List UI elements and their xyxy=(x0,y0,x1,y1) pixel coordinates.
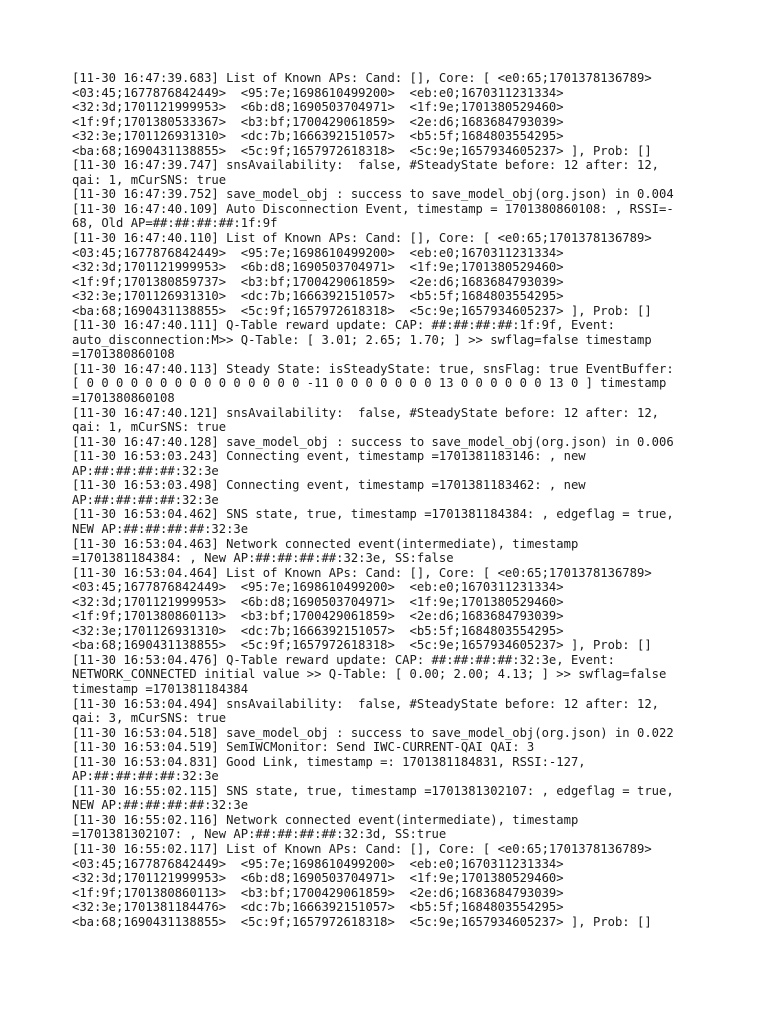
log-line: [11-30 16:47:40.109] Auto Disconnection Event, timestamp = 1701380860108: , RSSI=- xyxy=(72,201,674,216)
log-line: <ba:68;1690431138855> <5c:9f;1657972618318> <5c:9e;1657934605237> ], Prob: [] xyxy=(72,638,652,653)
log-text-block xyxy=(72,71,692,929)
log-line: 68, Old AP=##:##:##:##:1f:9f xyxy=(72,216,278,231)
log-line: =1701381184384: , New AP:##:##:##:##:32:3e, SS:false xyxy=(72,551,454,566)
log-line: [11-30 16:47:39.747] snsAvailability: false, #SteadyState before: 12 after: 12, xyxy=(72,158,659,173)
log-line: [ 0 0 0 0 0 0 0 0 0 0 0 0 0 0 0 -11 0 0 0 0 0 0 0 13 0 0 0 0 0 0 13 0 ] timestamp xyxy=(72,376,667,391)
log-line: [11-30 16:53:04.494] snsAvailability: false, #SteadyState before: 12 after: 12, xyxy=(72,696,659,711)
log-line: <1f:9f;1701380859737> <b3:bf;1700429061859> <2e:d6;1683684793039> xyxy=(72,274,564,289)
log-line: [11-30 16:53:04.831] Good Link, timestamp =: 1701381184831, RSSI:-127, xyxy=(72,754,586,769)
log-line: [11-30 16:55:02.116] Network connected event(intermediate), timestamp xyxy=(72,812,579,827)
log-line: <1f:9f;1701380860113> <b3:bf;1700429061859> <2e:d6;1683684793039> xyxy=(72,885,564,900)
log-line: [11-30 16:53:04.464] List of Known APs: Cand: [], Core: [ <e0:65;1701378136789> xyxy=(72,565,652,580)
log-line: [11-30 16:53:03.498] Connecting event, timestamp =1701381183462: , new xyxy=(72,478,586,493)
log-line: <1f:9f;1701380533367> <b3:bf;1700429061859> <2e:d6;1683684793039> xyxy=(72,114,564,129)
log-line: [11-30 16:53:04.462] SNS state, true, timestamp =1701381184384: , edgeflag = true, xyxy=(72,507,674,522)
log-line: <03:45;1677876842449> <95:7e;1698610499200> <eb:e0;1670311231334> xyxy=(72,856,564,871)
log-line: [11-30 16:53:04.476] Q-Table reward update: CAP: ##:##:##:##:32:3e, Event: xyxy=(72,652,615,667)
log-line: timestamp =1701381184384 xyxy=(72,681,249,696)
log-line: auto_disconnection:M>> Q-Table: [ 3.01; 2.65; 1.70; ] >> swflag=false timestamp xyxy=(72,332,652,347)
log-line: <32:3d;1701121999953> <6b:d8;1690503704971> <1f:9e;1701380529460> xyxy=(72,260,564,275)
log-line: <03:45;1677876842449> <95:7e;1698610499200> <eb:e0;1670311231334> xyxy=(72,245,564,260)
log-line: <32:3d;1701121999953> <6b:d8;1690503704971> <1f:9e;1701380529460> xyxy=(72,871,564,886)
log-line: <32:3d;1701121999953> <6b:d8;1690503704971> <1f:9e;1701380529460> xyxy=(72,100,564,115)
log-line: [11-30 16:53:04.463] Network connected event(intermediate), timestamp xyxy=(72,536,579,551)
log-line: [11-30 16:53:04.519] SemIWCMonitor: Send IWC-CURRENT-QAI QAI: 3 xyxy=(72,740,535,755)
log-line: [11-30 16:55:02.115] SNS state, true, timestamp =1701381302107: , edgeflag = true, xyxy=(72,783,674,798)
log-line: <1f:9f;1701380860113> <b3:bf;1700429061859> <2e:d6;1683684793039> xyxy=(72,609,564,624)
log-line: <32:3e;1701126931310> <dc:7b;1666392151057> <b5:5f;1684803554295> xyxy=(72,289,564,304)
log-line: [11-30 16:47:39.752] save_model_obj : success to save_model_obj(org.json) in 0.004 xyxy=(72,187,674,202)
log-line: [11-30 16:47:40.128] save_model_obj : success to save_model_obj(org.json) in 0.006 xyxy=(72,434,674,449)
log-line: NEW AP:##:##:##:##:32:3e xyxy=(72,798,249,813)
log-line: [11-30 16:47:40.111] Q-Table reward update: CAP: ##:##:##:##:1f:9f, Event: xyxy=(72,318,615,333)
log-line: qai: 3, mCurSNS: true xyxy=(72,711,227,726)
log-line: [11-30 16:55:02.117] List of Known APs: Cand: [], Core: [ <e0:65;1701378136789> xyxy=(72,841,652,856)
log-line: [11-30 16:47:40.113] Steady State: isSteadyState: true, snsFlag: true EventBuffer: xyxy=(72,361,674,376)
log-line: AP:##:##:##:##:32:3e xyxy=(72,463,219,478)
log-line: qai: 1, mCurSNS: true xyxy=(72,172,227,187)
log-page xyxy=(72,71,692,951)
log-line: <32:3e;1701126931310> <dc:7b;1666392151057> <b5:5f;1684803554295> xyxy=(72,623,564,638)
log-line: =1701380860108 xyxy=(72,391,175,406)
log-line: <32:3d;1701121999953> <6b:d8;1690503704971> <1f:9e;1701380529460> xyxy=(72,594,564,609)
log-line: [11-30 16:53:03.243] Connecting event, timestamp =1701381183146: , new xyxy=(72,449,586,464)
log-line: <ba:68;1690431138855> <5c:9f;1657972618318> <5c:9e;1657934605237> ], Prob: [] xyxy=(72,303,652,318)
log-line: [11-30 16:47:39.683] List of Known APs: Cand: [], Core: [ <e0:65;1701378136789> xyxy=(72,71,652,85)
log-line: <ba:68;1690431138855> <5c:9f;1657972618318> <5c:9e;1657934605237> ], Prob: [] xyxy=(72,143,652,158)
log-line: NEW AP:##:##:##:##:32:3e xyxy=(72,521,249,536)
log-line: =1701381302107: , New AP:##:##:##:##:32:3d, SS:true xyxy=(72,827,447,842)
log-line: AP:##:##:##:##:32:3e xyxy=(72,492,219,507)
log-line: [11-30 16:47:40.110] List of Known APs: Cand: [], Core: [ <e0:65;1701378136789> xyxy=(72,231,652,246)
log-line: NETWORK_CONNECTED initial value >> Q-Table: [ 0.00; 2.00; 4.13; ] >> swflag=false xyxy=(72,667,667,682)
log-line: <03:45;1677876842449> <95:7e;1698610499200> <eb:e0;1670311231334> xyxy=(72,580,564,595)
log-line: <ba:68;1690431138855> <5c:9f;1657972618318> <5c:9e;1657934605237> ], Prob: [] xyxy=(72,914,652,929)
log-line: <03:45;1677876842449> <95:7e;1698610499200> <eb:e0;1670311231334> xyxy=(72,85,564,100)
log-line: =1701380860108 xyxy=(72,347,175,362)
log-line: <32:3e;1701126931310> <dc:7b;1666392151057> <b5:5f;1684803554295> xyxy=(72,129,564,144)
log-line: <32:3e;1701381184476> <dc:7b;1666392151057> <b5:5f;1684803554295> xyxy=(72,900,564,915)
log-line: [11-30 16:53:04.518] save_model_obj : success to save_model_obj(org.json) in 0.022 xyxy=(72,725,674,740)
log-line: AP:##:##:##:##:32:3e xyxy=(72,769,219,784)
log-line: [11-30 16:47:40.121] snsAvailability: false, #SteadyState before: 12 after: 12, xyxy=(72,405,659,420)
log-line: qai: 1, mCurSNS: true xyxy=(72,420,227,435)
